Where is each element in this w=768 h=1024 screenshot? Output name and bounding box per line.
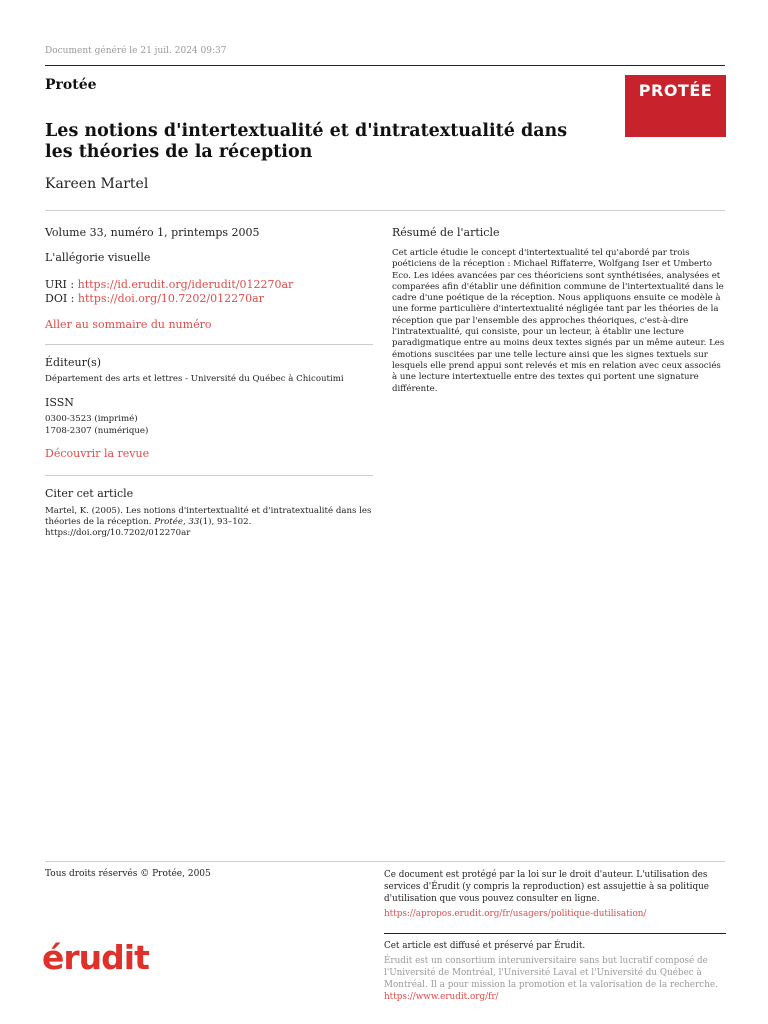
divider [45, 344, 373, 345]
doi-link[interactable]: https://doi.org/10.7202/012270ar [77, 292, 264, 305]
citation-journal: Protée [154, 517, 183, 528]
issue-theme: L'allégorie visuelle [45, 251, 151, 264]
diffuse-heading: Cet article est diffusé et préservé par Érudit. [384, 941, 586, 951]
abstract-text: Cet article étudie le concept d'intertextualité tel qu'abordé par trois poéticiens de la réception : Michael Riffaterre, Wolfgang Iser et Umberto Eco. Les idées avancées par ces théoriciens sont synthétisées, analysées et comparées afin d'établir une définition commune de l'intertextualité dans le cadre d'une poétique de la réception. Nous appliquons ensuite ce modèle à une forme particulière d'intertextualité négligée tant par les théories de la réception que par l'ensemble des approches théoriques, c'est-à-dire l'intratextualité, qui consiste, pour un lecteur, à établir une lecture paradigmatique entre au moins deux textes signés par un même auteur. Les émotions suscitées par une telle lecture ainsi que les signes textuels sur lesquels elle prend appui sont relevés et mis en relation avec ceux associés à une lecture intertextuelle entre des textes qui portent une signature différente. [392, 248, 725, 394]
abstract-column [392, 226, 725, 395]
policy-link[interactable]: https://apropos.erudit.org/fr/usagers/politique-dutilisation/ [384, 909, 647, 919]
abstract-heading: Résumé de l'article [392, 226, 500, 239]
erudit-notice [384, 940, 726, 1003]
copyright: Tous droits réservés © Protée, 2005 [45, 869, 211, 879]
discover-link[interactable]: Découvrir la revue [45, 446, 150, 460]
citation [45, 506, 373, 540]
legal-text: Ce document est protégé par la loi sur le droit d'auteur. L'utilisation des services d'Érudit (y compris la reproduction) est assujettie à sa politique d'utilisation que vous pouvez consulter en ligne. [384, 870, 709, 904]
citation-volume: 33 [188, 517, 200, 528]
issn-heading: ISSN [45, 396, 74, 410]
legal-notice [384, 869, 726, 920]
generated-date: Document généré le 21 juil. 2024 09:37 [45, 46, 227, 56]
issn-print: 0300-3523 (imprimé) [45, 414, 138, 425]
publisher-name: Département des arts et lettres - Université du Québec à Chicoutimi [45, 374, 344, 384]
doi-label: DOI : [45, 292, 78, 305]
publisher-heading: Éditeur(s) [45, 356, 102, 369]
journal-name: Protée [45, 77, 97, 93]
top-rule [45, 65, 725, 66]
metadata-column [45, 226, 373, 540]
diffuse-description: Érudit est un consortium interuniversitaire sans but lucratif composé de l'Université de Montréal, l'Université Laval et l'Université du Québec à Montréal. Il a pour mission la promotion et la valorisation de la recherche. [384, 956, 718, 990]
summary-link[interactable]: Aller au sommaire du numéro [45, 318, 212, 331]
uri-link[interactable]: https://id.erudit.org/iderudit/012270ar [77, 278, 294, 291]
uri-label: URI : [45, 278, 78, 291]
protee-logo [625, 75, 726, 137]
divider [45, 475, 373, 476]
article-title: Les notions d'intertextualité et d'intratextualité dans les théories de la réception [45, 121, 568, 162]
citation-rest: (1), 93–102. https://doi.org/10.7202/012270ar [45, 517, 252, 539]
volume-info: Volume 33, numéro 1, printemps 2005 [45, 226, 260, 239]
doi-line [45, 292, 373, 306]
article-author: Kareen Martel [45, 176, 149, 192]
cite-heading: Citer cet article [45, 486, 134, 500]
erudit-logo: érudit [42, 938, 149, 977]
citation-text: Martel, K. (2005). Les notions d'intertextualité et d'intratextualité dans les théories de la réception. [45, 505, 372, 528]
erudit-link[interactable]: https://www.erudit.org/fr/ [384, 992, 499, 1002]
citation-sep: , [182, 517, 189, 528]
footer-divider [45, 861, 725, 862]
issn-digital: 1708-2307 (numérique) [45, 425, 149, 436]
protee-logo-text: PROTÉE [638, 81, 713, 100]
footer-rule [384, 933, 726, 934]
divider [45, 210, 725, 211]
uri-line [45, 278, 373, 292]
